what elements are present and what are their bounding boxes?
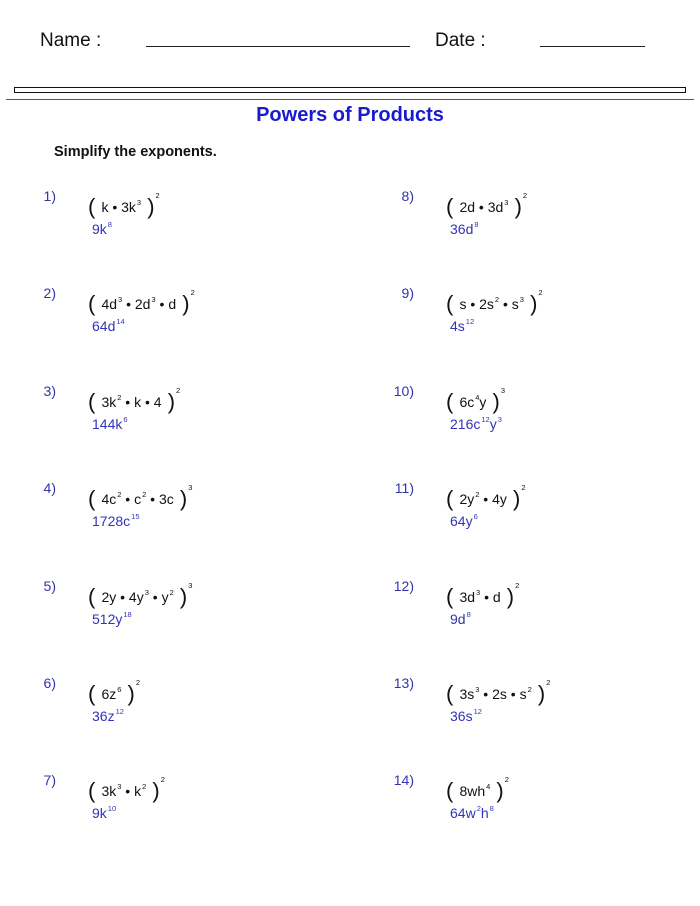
- outer-exponent: 3: [188, 483, 193, 493]
- problem-number: 9): [401, 285, 414, 302]
- term: • 2d: [122, 296, 151, 313]
- open-paren: (: [446, 388, 460, 414]
- problem-expression: [446, 768, 509, 803]
- answer: [92, 415, 128, 432]
- problem-expression: [88, 768, 165, 803]
- term: 6c: [459, 393, 475, 410]
- problem-expression: [446, 281, 543, 316]
- term: 4d: [101, 296, 118, 313]
- open-paren: (: [88, 194, 102, 219]
- problem-item: [20, 281, 320, 361]
- answer-term: 64w: [450, 805, 476, 822]
- problem-expression: [446, 379, 505, 414]
- answer-exponent: 8: [466, 609, 471, 619]
- problem-expression: [446, 671, 550, 706]
- answer-exponent: 3: [497, 414, 502, 424]
- answer: [92, 512, 140, 529]
- term-exponent: 3: [475, 685, 480, 694]
- answer-exponent: 6: [473, 512, 478, 522]
- answer-term: 36z: [92, 708, 115, 724]
- problem-item: [378, 768, 678, 848]
- problem-item: [378, 574, 678, 654]
- answer-exponent: 6: [123, 414, 128, 424]
- close-paren: ): [176, 291, 190, 317]
- problem-number: 5): [43, 577, 56, 594]
- problem-expression: [446, 574, 519, 609]
- problem-expression: [88, 379, 180, 414]
- open-paren: (: [446, 583, 460, 609]
- outer-exponent: 2: [522, 191, 528, 200]
- answer-term: 1728c: [92, 513, 131, 530]
- problem-number: 11): [394, 480, 414, 497]
- term: 2y • 4y: [101, 588, 144, 605]
- term: • 2s • s: [479, 686, 527, 702]
- term: • 4y: [479, 491, 507, 508]
- name-input-line[interactable]: [146, 46, 410, 47]
- open-paren: (: [88, 486, 102, 512]
- answer-exponent: 8: [489, 804, 494, 814]
- answer-term: 9k: [92, 805, 107, 822]
- term-exponent: 3: [144, 587, 149, 597]
- outer-exponent: 2: [521, 483, 526, 493]
- problem-item: [20, 184, 320, 264]
- answer: [92, 804, 116, 821]
- answer-term: 64d: [92, 318, 116, 335]
- close-paren: ): [486, 388, 500, 414]
- outer-exponent: 2: [515, 580, 520, 590]
- outer-exponent: 2: [135, 678, 141, 687]
- answer-term: 36s: [450, 708, 473, 724]
- problem-expression: [88, 184, 160, 219]
- term-exponent: 4: [486, 782, 491, 792]
- open-paren: (: [446, 486, 460, 512]
- term: 3s: [459, 686, 475, 702]
- term: • k: [121, 783, 142, 800]
- term-exponent: 2: [527, 685, 532, 694]
- problem-item: [20, 768, 320, 848]
- open-paren: (: [88, 681, 102, 706]
- double-divider: [14, 87, 686, 93]
- answer-exponent: 10: [107, 804, 117, 814]
- name-label: Name :: [40, 30, 102, 51]
- answer-exponent: 8: [107, 220, 112, 229]
- close-paren: ): [506, 486, 521, 512]
- problem-number: 2): [43, 285, 56, 302]
- term: • y: [148, 588, 169, 605]
- answer: [450, 610, 471, 627]
- term-exponent: 6: [117, 685, 122, 694]
- answer-term: 216c: [450, 415, 481, 432]
- answer-exponent: 8: [474, 220, 479, 229]
- term: 6z: [101, 686, 117, 702]
- outer-exponent: 2: [155, 191, 160, 200]
- term: 3k: [101, 783, 117, 800]
- outer-exponent: 2: [190, 288, 195, 298]
- term: • k • 4: [121, 393, 162, 410]
- answer: [92, 220, 112, 237]
- answer: [450, 220, 479, 237]
- term: 3k: [101, 393, 117, 410]
- term-exponent: 2: [475, 490, 480, 500]
- problem-item: [378, 184, 678, 264]
- answer-term: 9k: [92, 221, 107, 237]
- close-paren: ): [531, 681, 546, 706]
- term: k • 3k: [101, 199, 136, 215]
- answer-term: 64y: [450, 513, 473, 530]
- outer-exponent: 3: [500, 385, 506, 395]
- outer-exponent: 2: [546, 678, 551, 687]
- problem-item: [378, 671, 678, 751]
- worksheet-title: Powers of Products: [256, 104, 444, 126]
- term: • d: [155, 296, 177, 313]
- term-exponent: 3: [117, 782, 122, 792]
- term-exponent: 2: [169, 587, 174, 597]
- term: • s: [499, 296, 519, 313]
- open-paren: (: [446, 778, 460, 804]
- problem-expression: [446, 184, 527, 219]
- term: • d: [480, 588, 501, 605]
- answer: [450, 804, 494, 821]
- answer-term: 512y: [92, 610, 123, 627]
- term-exponent: 3: [136, 198, 142, 207]
- problem-item: [378, 476, 678, 556]
- term: 2d • 3d: [459, 199, 504, 215]
- problem-item: [378, 379, 678, 459]
- term: y: [479, 393, 487, 410]
- problem-number: 3): [43, 382, 56, 399]
- close-paren: ): [508, 194, 522, 219]
- answer-exponent: 12: [473, 707, 482, 716]
- term-exponent: 3: [476, 587, 481, 597]
- problem-number: 4): [43, 480, 56, 497]
- open-paren: (: [446, 194, 460, 219]
- term: s • 2s: [459, 296, 494, 313]
- term-exponent: 2: [142, 782, 147, 792]
- problem-number: 6): [43, 675, 56, 691]
- problem-number: 8): [401, 188, 414, 204]
- problem-number: 14): [393, 772, 414, 789]
- problem-item: [20, 476, 320, 556]
- term-exponent: 3: [519, 295, 524, 305]
- close-paren: ): [500, 583, 515, 609]
- close-paren: ): [173, 486, 188, 512]
- problem-number: 10): [393, 382, 414, 399]
- answer-exponent: 12: [465, 317, 475, 327]
- term-exponent: 2: [117, 490, 122, 500]
- answer-exponent: 18: [123, 609, 132, 619]
- close-paren: ): [141, 194, 155, 219]
- term: • 3c: [146, 491, 174, 508]
- close-paren: ): [490, 778, 504, 804]
- problem-expression: [88, 671, 140, 706]
- term-exponent: 3: [504, 198, 509, 207]
- problem-expression: [88, 574, 192, 609]
- term: 4c: [101, 491, 117, 508]
- close-paren: ): [173, 583, 188, 609]
- answer-exponent: 12: [115, 707, 124, 716]
- close-paren: ): [523, 291, 538, 317]
- answer: [450, 317, 474, 334]
- problem-item: [20, 671, 320, 751]
- answer-term: h: [480, 805, 489, 822]
- answer: [450, 415, 502, 432]
- answer-exponent: 15: [131, 512, 140, 522]
- term-exponent: 3: [151, 295, 156, 305]
- term-exponent: 2: [117, 392, 122, 402]
- term-exponent: 4: [475, 392, 480, 402]
- problem-item: [20, 574, 320, 654]
- answer-term: y: [489, 415, 497, 432]
- answer: [92, 317, 125, 334]
- problem-expression: [446, 476, 526, 511]
- close-paren: ): [161, 388, 176, 414]
- outer-exponent: 2: [160, 775, 165, 785]
- outer-exponent: 2: [538, 288, 543, 298]
- date-label: Date :: [435, 30, 486, 51]
- answer: [92, 610, 132, 627]
- term-exponent: 3: [118, 295, 123, 305]
- problem-expression: [88, 281, 195, 316]
- answer-term: 9d: [450, 610, 466, 627]
- answer-term: 4s: [450, 318, 465, 335]
- divider: [6, 99, 694, 100]
- problem-number: 12): [393, 577, 414, 594]
- outer-exponent: 2: [176, 385, 181, 395]
- term-exponent: 2: [494, 295, 500, 305]
- problem-expression: [88, 476, 192, 511]
- answer-exponent: 2: [476, 804, 481, 814]
- term: 8wh: [459, 783, 486, 800]
- term-exponent: 2: [142, 490, 147, 500]
- outer-exponent: 2: [504, 775, 509, 785]
- answer-term: 36d: [450, 221, 474, 237]
- date-input-line[interactable]: [540, 46, 645, 47]
- term: • c: [121, 491, 142, 508]
- problem-number: 13): [393, 675, 414, 691]
- open-paren: (: [446, 681, 460, 706]
- problem-item: [378, 281, 678, 361]
- answer: [450, 512, 478, 529]
- problem-item: [20, 379, 320, 459]
- open-paren: (: [88, 291, 102, 317]
- open-paren: (: [88, 388, 102, 414]
- close-paren: ): [146, 778, 160, 804]
- problem-number: 1): [43, 188, 56, 204]
- term: 3d: [459, 588, 476, 605]
- answer: [92, 707, 124, 724]
- problem-number: 7): [43, 772, 56, 789]
- instructions: Simplify the exponents.: [54, 144, 217, 160]
- close-paren: ): [121, 681, 135, 706]
- term: 2y: [459, 491, 475, 508]
- open-paren: (: [88, 583, 102, 609]
- open-paren: (: [88, 778, 102, 804]
- open-paren: (: [446, 291, 460, 317]
- outer-exponent: 3: [188, 580, 193, 590]
- answer-term: 144k: [92, 415, 123, 432]
- answer-exponent: 12: [481, 414, 490, 424]
- answer: [450, 707, 482, 724]
- answer-exponent: 14: [116, 317, 125, 327]
